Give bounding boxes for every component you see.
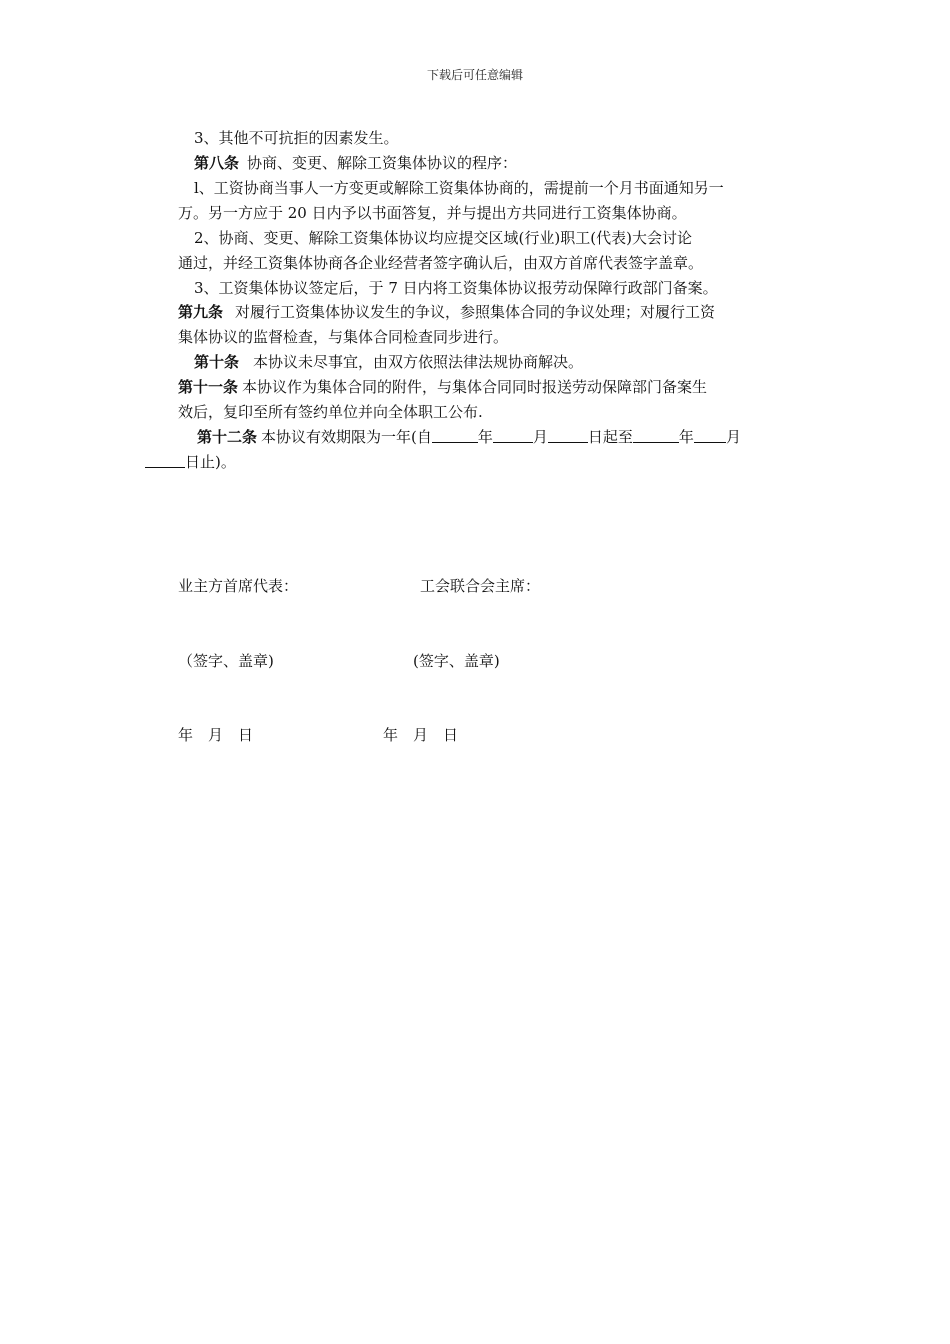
blank-end-year[interactable] <box>633 428 679 443</box>
text-line-7: 3、工资集体协议签定后，于 7 日内将工资集体协议报劳动保障行政部门备案。 <box>194 279 718 297</box>
text-line-5: 2、协商、变更、解除工资集体协议均应提交区域(行业)职工(代表)大会讨论 <box>194 229 692 247</box>
article-12-text: 本协议有效期限为一年(自 <box>261 428 432 446</box>
text-line-6: 通过，并经工资集体协商各企业经营者签字确认后，由双方首席代表签字盖章。 <box>178 254 704 272</box>
text-line-4: 万。另一方应于 20 日内予以书面答复，并与提出方共同进行工资集体协商。 <box>178 204 687 222</box>
article-12-title: 第十二条 <box>197 428 258 446</box>
text-line-1: 3、其他不可抗拒的因素发生。 <box>194 129 399 147</box>
text-line-12: 效后，复印至所有签约单位并向全体职工公布. <box>178 403 483 421</box>
blank-start-day[interactable] <box>548 428 588 443</box>
label-year: 年 <box>477 428 493 446</box>
article-10-title: 第十条 <box>194 353 240 371</box>
article-9-title: 第九条 <box>178 303 224 321</box>
text-line-9: 集体协议的监督检查，与集体合同检查同步进行。 <box>178 328 509 346</box>
article-9-line <box>178 302 715 322</box>
label-month: 月 <box>532 428 548 446</box>
article-10-text: 本协议未尽事宜，由双方依照法律法规协商解决。 <box>253 353 584 371</box>
label-day-end: 日止)。 <box>185 453 236 471</box>
blank-end-day[interactable] <box>145 453 185 468</box>
article-12-line <box>197 427 741 447</box>
article-11-line <box>178 377 707 397</box>
article-8-text: 协商、变更、解除工资集体协议的程序： <box>247 154 518 172</box>
label-month-end: 月 <box>725 428 741 446</box>
article-11-title: 第十一条 <box>178 378 239 396</box>
signature-note-employer: （签字、盖章) <box>178 652 274 670</box>
blank-start-year[interactable] <box>432 428 478 443</box>
label-year-end: 年 <box>678 428 694 446</box>
article-12-line-2 <box>145 452 236 472</box>
blank-end-month[interactable] <box>694 428 726 443</box>
article-9-text: 对履行工资集体协议发生的争议，参照集体合同的争议处理；对履行工资 <box>235 303 716 321</box>
signature-date-union: 年 月 日 <box>383 726 459 744</box>
text-line-3: l、工资协商当事人一方变更或解除工资集体协商的，需提前一个月书面通知另一 <box>194 179 724 197</box>
article-11-text: 本协议作为集体合同的附件，与集体合同同时报送劳动保障部门备案生 <box>242 378 708 396</box>
article-8-line <box>194 153 517 173</box>
article-10-line <box>194 352 583 372</box>
article-8-title: 第八条 <box>194 154 240 172</box>
signature-date-employer: 年 月 日 <box>178 726 254 744</box>
blank-start-month[interactable] <box>493 428 533 443</box>
signature-label-employer: 业主方首席代表： <box>178 577 299 595</box>
signature-note-union: (签字、盖章) <box>413 652 500 670</box>
page-header-note: 下载后可任意编辑 <box>426 68 523 82</box>
label-day-start: 日起至 <box>587 428 633 446</box>
signature-label-union: 工会联合会主席： <box>420 577 541 595</box>
